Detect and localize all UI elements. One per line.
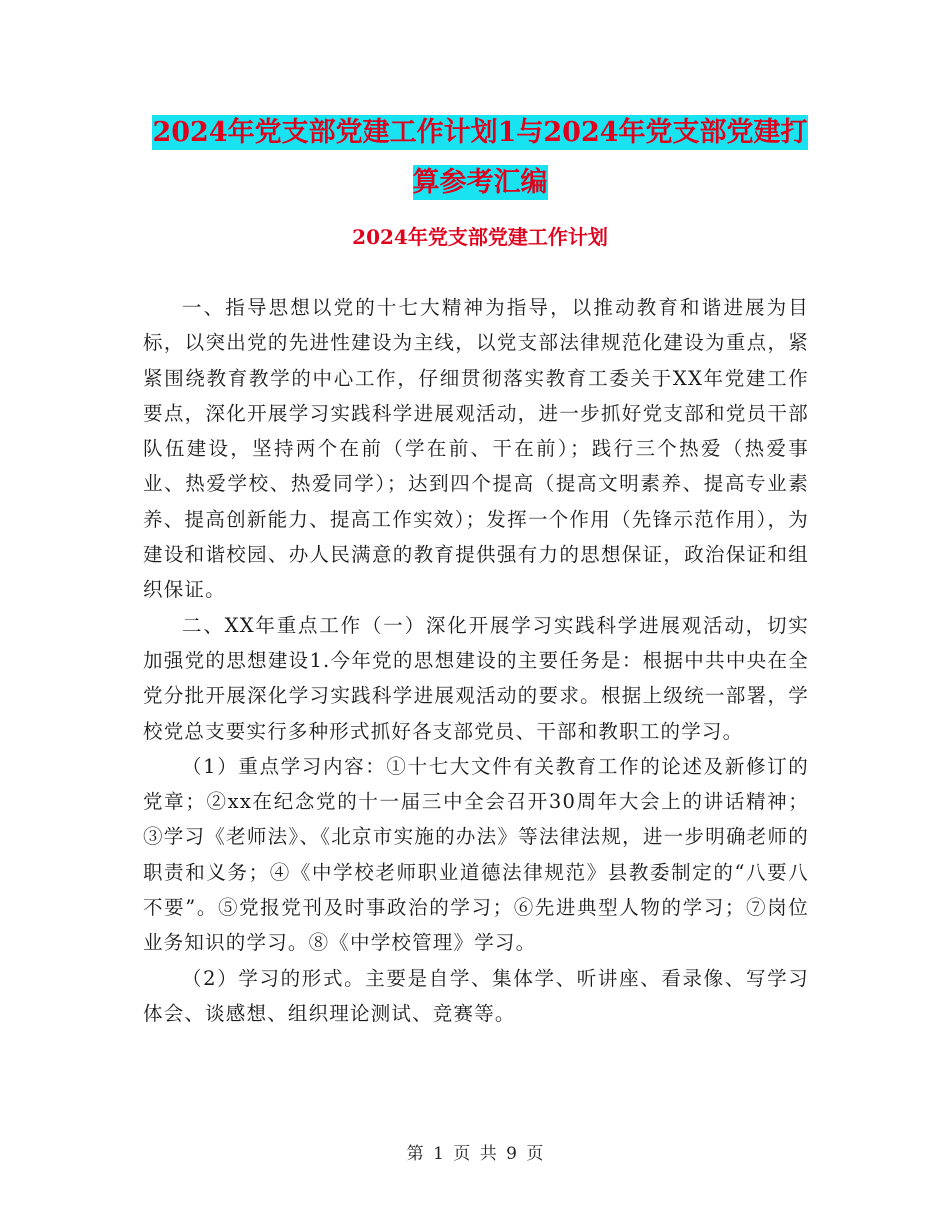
paragraph-guiding-ideology: 一、指导思想以党的十七大精神为指导，以推动教育和谐进展为目标，以突出党的先进性建设为主线，以党支部法律规范化建设为重点，紧紧围绕教育教学的中心工作，仔细贯彻落实教育工委关于XX年党建工作要点，深化开展学习实践科学进展观活动，进一步抓好党支部和党员干部队伍建设，坚持两个在前（学在前、干在前）；践行三个热爱（热爱事业、热爱学校、热爱同学）；达到四个提高（提高文明素养、提高专业素养、提高创新能力、提高工作实效）；发挥一个作用（先锋示范作用），为建设和谐校园、办人民满意的教育提供强有力的思想保证，政治保证和组织保证。	[143, 296, 809, 602]
paragraph-study-form: （2）学习的形式。主要是自学、集体学、听讲座、看录像、写学习体会、谈感想、组织理论测试、竞赛等。	[143, 966, 809, 1025]
document-body	[143, 290, 809, 1031]
paragraph-study-content: （1）重点学习内容：①十七大文件有关教育工作的论述及新修订的党章；②xx在纪念党的十一届三中全会召开30周年大会上的讲话精神；③学习《老师法》、《北京市实施的办法》等法律法规，进一步明确老师的职责和义务；④《中学校老师职业道德法律规范》县教委制定的“八要八不要”。⑤党报党刊及时事政治的学习；⑥先进典型人物的学习；⑦岗位业务知识的学习。⑧《中学校管理》学习。	[143, 754, 809, 955]
section-title: 2024年党支部党建工作计划	[352, 225, 608, 249]
paragraph-key-work: 二、XX年重点工作（一）深化开展学习实践科学进展观活动，切实加强党的思想建设1.今年党的思想建设的主要任务是：根据中共中央在全党分批开展深化学习实践科学进展观活动的要求。根据上级统一部署，学校党总支要实行多种形式抓好各支部党员、干部和教职工的学习。	[143, 613, 809, 743]
page-footer: 第 1 页 共 9 页	[406, 1144, 544, 1164]
document-title	[140, 108, 820, 208]
document-title-text: 2024年党支部党建工作计划1与2024年党支部党建打算参考汇编	[152, 117, 808, 198]
